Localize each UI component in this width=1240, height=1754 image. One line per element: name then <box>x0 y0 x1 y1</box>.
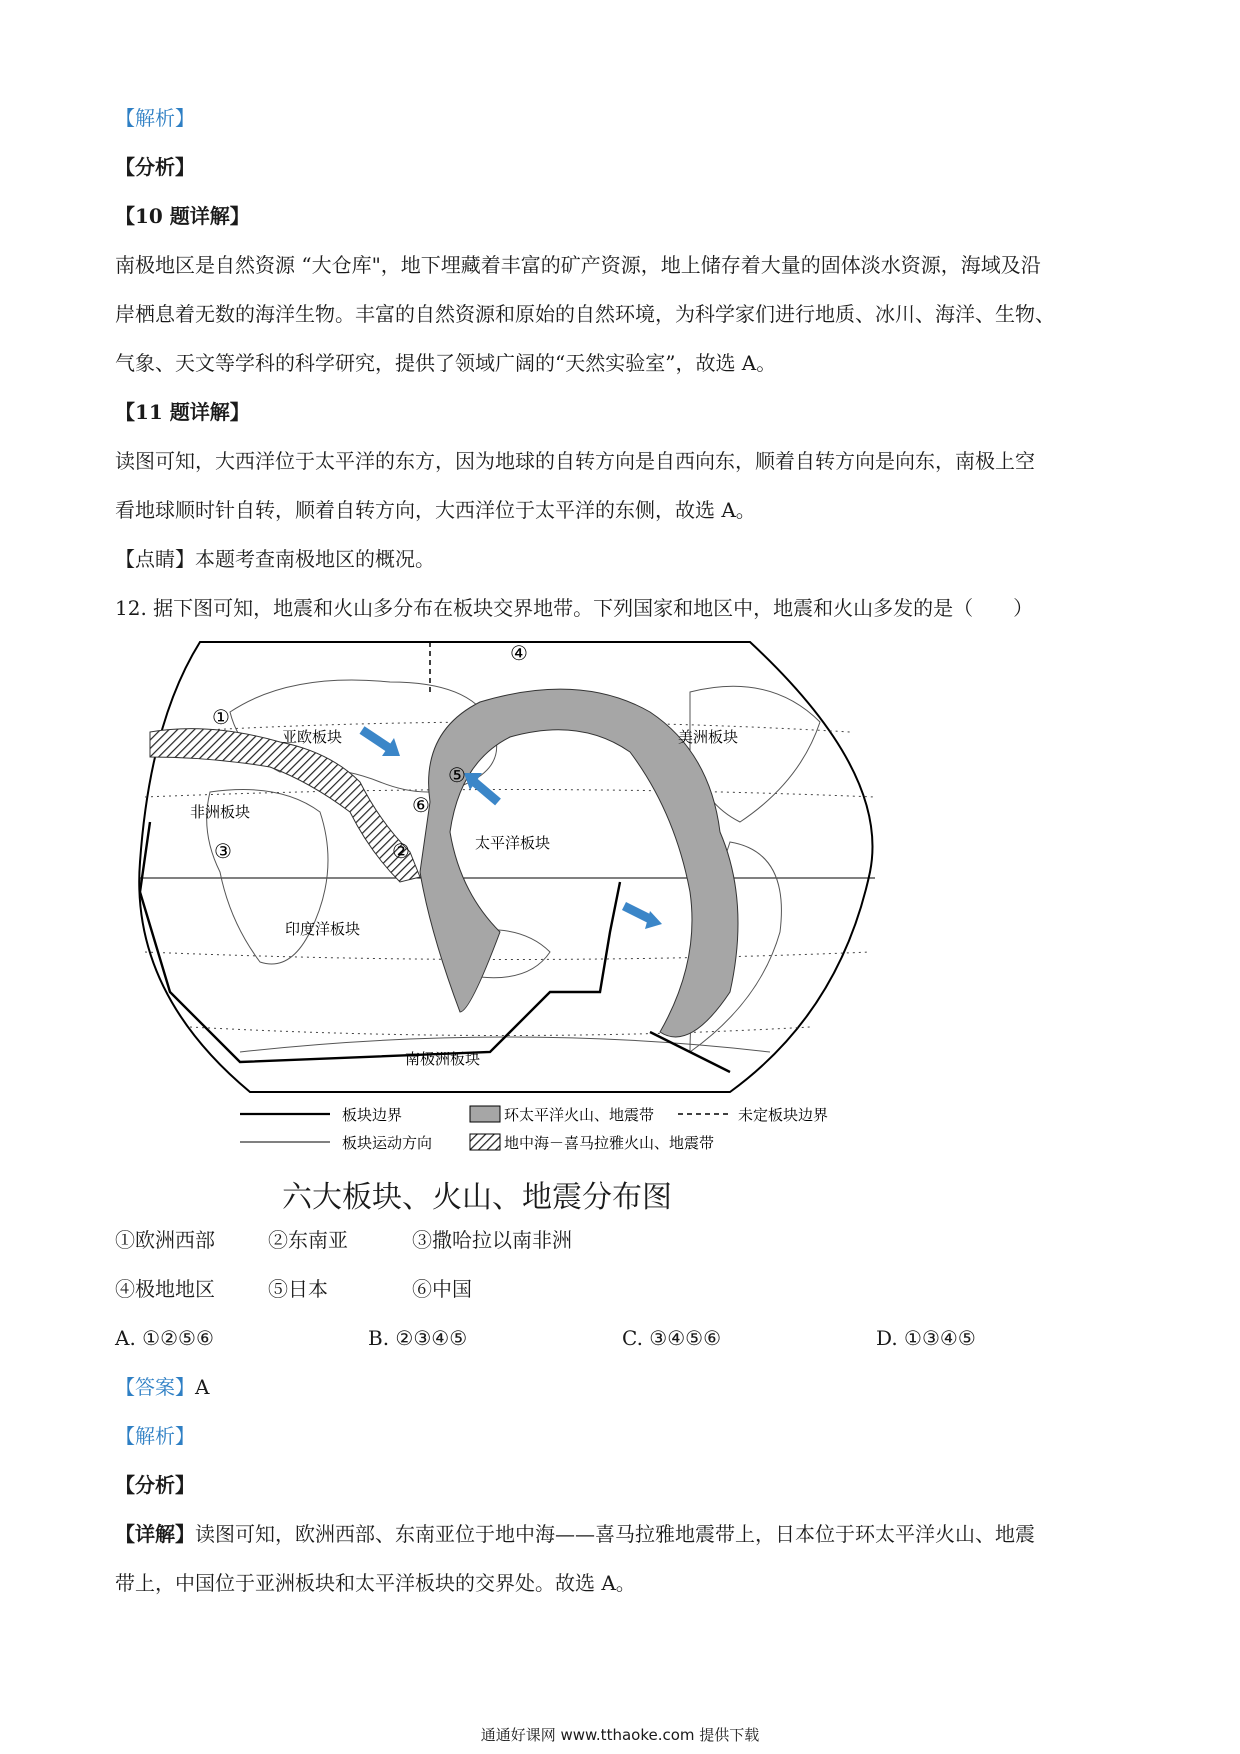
legend-pacific-swatch <box>470 1106 500 1122</box>
q11-text-line: 读图可知，大西洋位于太平洋的东方，因为地球的自转方向是自西向东，顺着自转方向是向东，南极上空 <box>115 449 1035 473</box>
marker-2: ② <box>392 839 410 863</box>
label-antarctic: 南极洲板块 <box>405 1050 481 1068</box>
page-footer: 通通好课网 www.tthaoke.com 提供下载 <box>480 1726 760 1744</box>
marker-3: ③ <box>214 839 232 863</box>
q10-heading: 【10 题详解】 <box>115 204 250 228</box>
item-2: ②东南亚 <box>268 1228 348 1252</box>
legend-movement: 板块运动方向 <box>342 1134 433 1152</box>
q12-fenxi-heading: 【分析】 <box>115 1473 195 1497</box>
detail-text: 读图可知，欧洲西部、东南亚位于地中海——喜马拉雅地震带上，日本位于环太平洋火山、地震 <box>195 1522 1035 1546</box>
item-6: ⑥中国 <box>412 1277 472 1301</box>
label-indian: 印度洋板块 <box>285 920 361 938</box>
q11-heading: 【11 题详解】 <box>115 400 250 424</box>
item-5: ⑤日本 <box>268 1277 328 1301</box>
label-africa: 非洲板块 <box>190 803 251 821</box>
q12-detail-line: 带上，中国位于亚洲板块和太平洋板块的交界处。故选 A。 <box>115 1571 636 1595</box>
option-a: A. ①②⑤⑥ <box>115 1326 214 1350</box>
plate-map <box>130 632 890 1172</box>
q12-detail-line <box>115 1520 1035 1548</box>
q12-stem: 12. 据下图可知，地震和火山多分布在板块交界地带。下列国家和地区中，地震和火山多发的是（ ） <box>115 596 1034 620</box>
marker-6: ⑥ <box>412 793 430 817</box>
legend-med-swatch <box>470 1134 500 1150</box>
legend-undetermined: 未定板块边界 <box>738 1106 829 1124</box>
detail-label: 【详解】 <box>115 1522 195 1546</box>
legend-med-belt: 地中海－喜马拉雅火山、地震带 <box>504 1134 715 1152</box>
q12-analysis-heading: 【解析】 <box>115 1424 195 1448</box>
label-america: 美洲板块 <box>678 728 739 746</box>
option-c: C. ③④⑤⑥ <box>622 1326 722 1350</box>
map-caption: 六大板块、火山、地震分布图 <box>282 1180 672 1215</box>
marker-5: ⑤ <box>448 763 466 787</box>
answer-line <box>115 1373 209 1401</box>
legend-pacific-belt: 环太平洋火山、地震带 <box>504 1106 655 1124</box>
analysis-heading: 【解析】 <box>115 106 195 130</box>
item-1: ①欧洲西部 <box>115 1228 215 1252</box>
fenxi-heading: 【分析】 <box>115 155 195 179</box>
answer-value: A <box>195 1375 210 1399</box>
marker-4: ④ <box>510 641 528 665</box>
label-eurasia: 亚欧板块 <box>282 728 343 746</box>
q10-text-line: 南极地区是自然资源 “大仓库"，地下埋藏着丰富的矿产资源，地上储存着大量的固体淡水资源，海域及沿 <box>115 253 1041 277</box>
answer-label: 【答案】 <box>115 1375 195 1399</box>
marker-1: ① <box>212 705 230 729</box>
dianjing-note: 【点睛】本题考查南极地区的概况。 <box>115 547 435 571</box>
q11-text-line: 看地球顺时针自转，顺着自转方向，大西洋位于太平洋的东侧，故选 A。 <box>115 498 756 522</box>
legend-boundary: 板块边界 <box>342 1106 403 1124</box>
item-3: ③撒哈拉以南非洲 <box>412 1228 572 1252</box>
item-4: ④极地地区 <box>115 1277 215 1301</box>
label-pacific: 太平洋板块 <box>475 834 551 852</box>
q10-text-line: 岸栖息着无数的海洋生物。丰富的自然资源和原始的自然环境，为科学家们进行地质、冰川、海洋、生物、 <box>115 302 1055 326</box>
option-d: D. ①③④⑤ <box>876 1326 976 1350</box>
q10-text-line: 气象、天文等学科的科学研究，提供了领域广阔的“天然实验室”，故选 A。 <box>115 351 777 375</box>
option-b: B. ②③④⑤ <box>368 1326 468 1350</box>
